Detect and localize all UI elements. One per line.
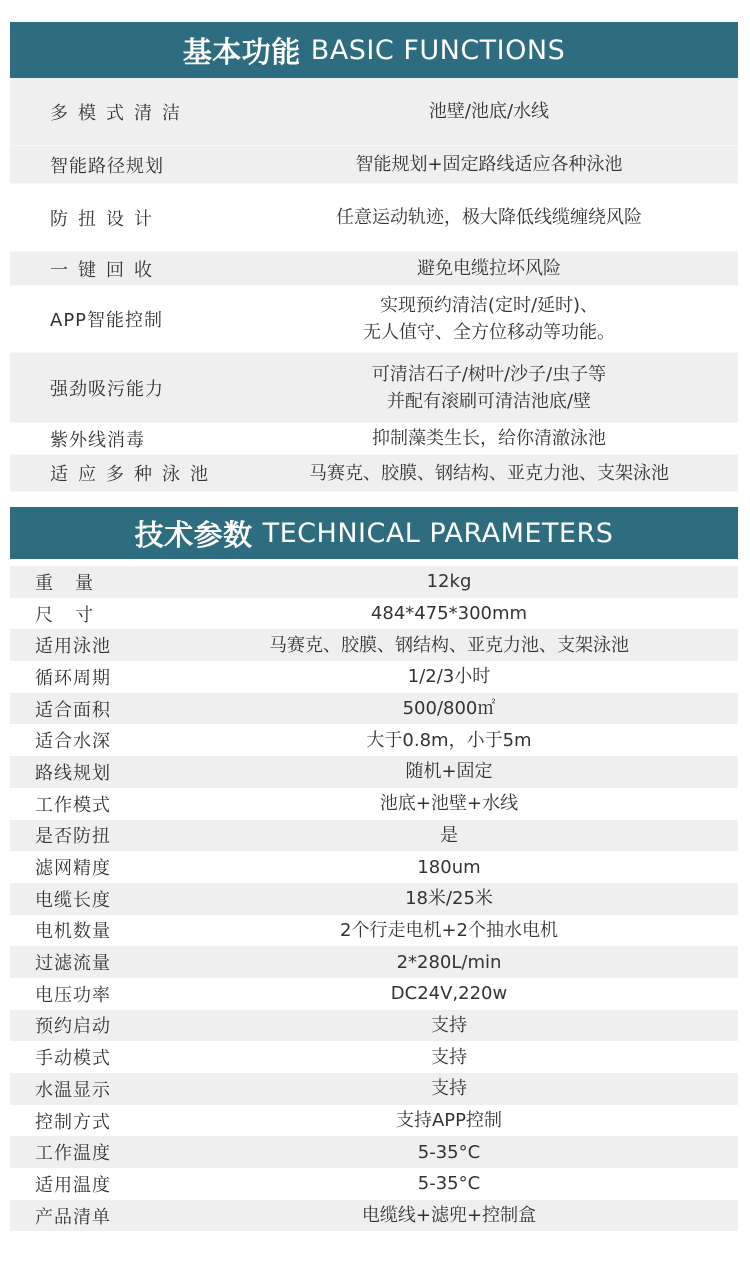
row-value: 2*280L/min <box>396 951 502 973</box>
row-label: 重量 <box>35 572 115 594</box>
row-value-multiline <box>240 361 738 415</box>
row-label: 适用泳池 <box>35 636 111 658</box>
row-label: 防扭设计 <box>50 208 162 230</box>
row-value: 马赛克、胶膜、钢结构、亚克力池、支架泳池 <box>309 462 669 484</box>
row-value: 180um <box>417 856 481 878</box>
row-value: 任意运动轨迹，极大降低线缆缠绕风险 <box>336 207 642 228</box>
row-label: 强劲吸污能力 <box>50 378 164 400</box>
row-value: 支持 <box>431 1014 467 1036</box>
row-label: 电机数量 <box>35 921 111 943</box>
row-label: 一键回收 <box>50 259 162 281</box>
table-row <box>10 820 738 852</box>
row-value-line: 实现预约清洁(定时/延时)、 <box>379 295 599 316</box>
row-label: 循环周期 <box>35 667 111 689</box>
row-value-line: 无人值守、全方位移动等功能。 <box>363 322 615 343</box>
row-label: 适用温度 <box>35 1174 111 1196</box>
table-row <box>10 252 738 286</box>
row-label: 多模式清洁 <box>50 102 190 124</box>
table-row <box>10 915 738 947</box>
row-label: 预约启动 <box>35 1016 111 1038</box>
row-value: 500/800㎡ <box>402 698 496 720</box>
table-row <box>10 423 738 455</box>
row-value: 是 <box>440 824 458 846</box>
row-label: 紫外线消毒 <box>50 429 145 451</box>
row-label: 产品清单 <box>35 1206 111 1228</box>
table-row <box>10 184 738 252</box>
row-value: 池底+池壁+水线 <box>379 793 519 815</box>
row-value: 支持 <box>431 1078 467 1100</box>
row-value: 5-35°C <box>417 1173 481 1195</box>
basic-functions-title-en: BASIC FUNCTIONS <box>310 34 566 66</box>
table-row <box>10 566 738 598</box>
table-row <box>10 455 738 492</box>
row-label: 路线规划 <box>35 762 111 784</box>
table-row <box>10 286 738 353</box>
row-label: 电压功率 <box>35 984 111 1006</box>
technical-parameters-title-en: TECHNICAL PARAMETERS <box>262 517 614 549</box>
basic-functions-title-zh: 基本功能 <box>182 34 301 69</box>
table-row <box>10 1200 738 1232</box>
row-label: 适合水深 <box>35 731 111 753</box>
row-value-line: 并配有滚刷可清洁池底/壁 <box>386 390 592 412</box>
row-label: 水温显示 <box>35 1079 111 1101</box>
table-row <box>10 756 738 788</box>
row-label: APP智能控制 <box>50 310 164 331</box>
table-row <box>10 353 738 423</box>
row-value: 5-35°C <box>417 1141 481 1163</box>
row-value: 避免电缆拉坏风险 <box>417 258 561 279</box>
row-value-multiline <box>240 292 738 346</box>
table-row <box>10 1041 738 1073</box>
table-row <box>10 598 738 630</box>
row-value-line: 可清洁石子/树叶/沙子/虫子等 <box>371 363 607 385</box>
table-row <box>10 978 738 1010</box>
row-label: 滤网精度 <box>35 858 111 880</box>
table-row <box>10 1010 738 1042</box>
row-value: 智能规划+固定路线适应各种泳池 <box>355 154 623 175</box>
row-value: 2个行走电机+2个抽水电机 <box>340 919 558 941</box>
table-row <box>10 946 738 978</box>
row-value: 马赛克、胶膜、钢结构、亚克力池、支架泳池 <box>269 634 629 656</box>
row-value: 支持 <box>431 1046 467 1068</box>
row-value: 1/2/3小时 <box>407 666 491 688</box>
table-row <box>10 693 738 725</box>
table-row <box>10 146 738 184</box>
row-value: 大于0.8m，小于5m <box>366 729 532 751</box>
row-label: 工作模式 <box>35 794 111 816</box>
table-row <box>10 661 738 693</box>
row-label: 适应多种泳池 <box>50 464 218 485</box>
table-row <box>10 724 738 756</box>
table-row <box>10 788 738 820</box>
table-row <box>10 883 738 915</box>
technical-parameters-title-zh: 技术参数 <box>134 517 253 552</box>
row-value: 12kg <box>426 571 472 593</box>
row-label: 工作温度 <box>35 1143 111 1165</box>
table-row <box>10 1073 738 1105</box>
table-row <box>10 851 738 883</box>
row-label: 是否防扭 <box>35 826 111 848</box>
row-label: 智能路径规划 <box>50 155 164 177</box>
row-label: 尺寸 <box>35 604 115 626</box>
row-value: 电缆线+滤兜+控制盒 <box>361 1205 537 1227</box>
technical-parameters-table <box>10 566 738 1231</box>
row-value: 支持APP控制 <box>395 1110 503 1132</box>
table-row <box>10 1168 738 1200</box>
row-label: 控制方式 <box>35 1111 111 1133</box>
table-row <box>10 1136 738 1168</box>
row-value: 随机+固定 <box>405 761 493 783</box>
row-label: 手动模式 <box>35 1048 111 1070</box>
table-row <box>10 629 738 661</box>
row-value: 抑制藻类生长，给你清澈泳池 <box>372 428 606 449</box>
technical-parameters-header <box>10 507 738 559</box>
row-value: 池壁/池底/水线 <box>428 101 550 122</box>
row-value: 484*475*300mm <box>370 603 528 625</box>
row-label: 电缆长度 <box>35 889 111 911</box>
row-label: 适合面积 <box>35 699 111 721</box>
row-label: 过滤流量 <box>35 953 111 975</box>
row-value: 18米/25米 <box>405 888 493 910</box>
table-row <box>10 78 738 146</box>
basic-functions-header <box>10 22 738 78</box>
table-row <box>10 1105 738 1137</box>
row-value: DC24V,220w <box>390 983 508 1005</box>
basic-functions-table <box>10 78 738 492</box>
